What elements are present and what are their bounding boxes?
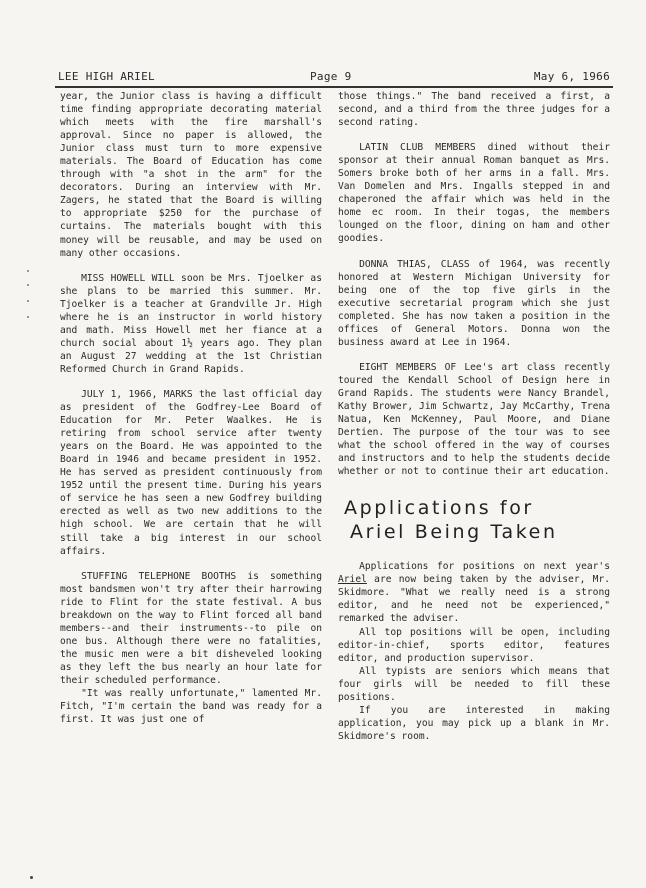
left-column bbox=[60, 90, 322, 738]
article-donna-thias: DONNA THIAS, CLASS of 1964, was recently honored at Western Michigan University for being one of the top five girls in the executive secretarial program which she just completed. She has now taken a position in the offices of General Motors. Donna won the business award at Lee in 1964. bbox=[338, 258, 610, 348]
headline-line-2: Ariel Being Taken bbox=[350, 521, 558, 544]
article-applications-howto: If you are interested in making application, you may pick up a blank in Mr. Skidmore's room. bbox=[338, 704, 610, 742]
article-applications-intro bbox=[338, 560, 610, 625]
page-header bbox=[58, 70, 610, 86]
applications-intro-start: Applications for positions on next year's bbox=[359, 561, 610, 573]
article-art-class: EIGHT MEMBERS OF Lee's art class recently toured the Kendall School of Design here in Grand Rapids. The students were Nancy Brandel, Kathy Brower, Jim Schwartz, Jay McCarthy, Trena Natua, Ken McKenney, Paul Moore, and Diane Dertien. The purpose of the tour was to see what the school offered in the way of courses and instructors and to help the students decide whether or not to continue their art education. bbox=[338, 361, 610, 478]
right-column bbox=[338, 90, 610, 743]
article-latin-club: LATIN CLUB MEMBERS dined without their sponsor at their annual Roman banquet as Mrs. Somers broke both of her arms in a fall. Mrs. Van Domelen and Mrs. Ingalls stepped in and chaperoned the affair which was held in the home ec room. In their togas, the members lounged on the floor, dining on ham and other goodies. bbox=[338, 142, 610, 245]
article-board-president: JULY 1, 1966, MARKS the last official day as president of the Godfrey-Lee Board of Education for Mr. Peter Waalkes. He is retiring from school service after twenty years on the Board. He was appointed to the Board in 1946 and became president in 1952. He has served as president continuously from 1952 until the present time. During his years of service he has seen a new Godfrey building erected as well as two new additions to the high school. We are certain that he will still take a big interest in our school affairs. bbox=[60, 388, 322, 557]
headline-applications bbox=[344, 496, 610, 544]
issue-date: May 6, 1966 bbox=[533, 70, 610, 83]
headline-line-1: Applications for bbox=[344, 497, 534, 520]
article-applications-positions: All top positions will be open, including editor-in-chief, sports editor, features editor, and production supervisor. bbox=[338, 626, 610, 664]
ariel-title: Ariel bbox=[338, 574, 367, 586]
publication-name: LEE HIGH ARIEL bbox=[58, 70, 155, 83]
article-band-continued: those things." The band received a first, a second, and a third from the three judges for a second rating. bbox=[338, 91, 610, 129]
scan-speck bbox=[30, 876, 33, 879]
article-band-trip: STUFFING TELEPHONE BOOTHS is something most bandsmen won't try after their harrowing ride to Flint for the state festival. A bus breakdown on the way to Flint forced all band members--and their instruments--to pile on one bus. Although there were no fatalities, the music men were a bit disheveled looking as they left the bus nearly an hour late for their scheduled performance. bbox=[60, 570, 322, 686]
article-junior-class-continued: year, the Junior class is having a difficult time finding appropriate decorating material which meets with the fire marshall's approval. Since no paper is allowed, the Junior class must turn to more expensive materials. The Board of Education has come through with "a shot in the arm" for the decorators. During an interview with Mr. Zagers, he stated that the Board is willing to appropriate $250 for the purchase of curtains. The materials bought with this money will be reusable, and may be used on many other occasions. bbox=[60, 91, 322, 259]
article-miss-howell: MISS HOWELL WILL soon be Mrs. Tjoelker as she plans to be married this summer. Mr. Tjoelker is a teacher at Grandville Jr. High where he is an instructor in world history and math. Miss Howell met her fiance at a church social about 1½ years ago. They plan an August 27 wedding at the 1st Christian Reformed Church in Grand Rapids. bbox=[60, 272, 322, 375]
article-band-quote: "It was really unfortunate," lamented Mr. Fitch, "I'm certain the band was ready for a first. It was just one of bbox=[60, 688, 322, 726]
margin-marks bbox=[24, 270, 32, 330]
page-number: Page 9 bbox=[310, 70, 352, 83]
article-applications-typists: All typists are seniors which means that four girls will be needed to fill these positions. bbox=[338, 665, 610, 703]
header-rule bbox=[55, 86, 613, 88]
applications-intro-end: are now being taken by the adviser, Mr. Skidmore. "What we really need is a strong editor, and he need not be experienced," remarked the adviser. bbox=[338, 574, 610, 625]
